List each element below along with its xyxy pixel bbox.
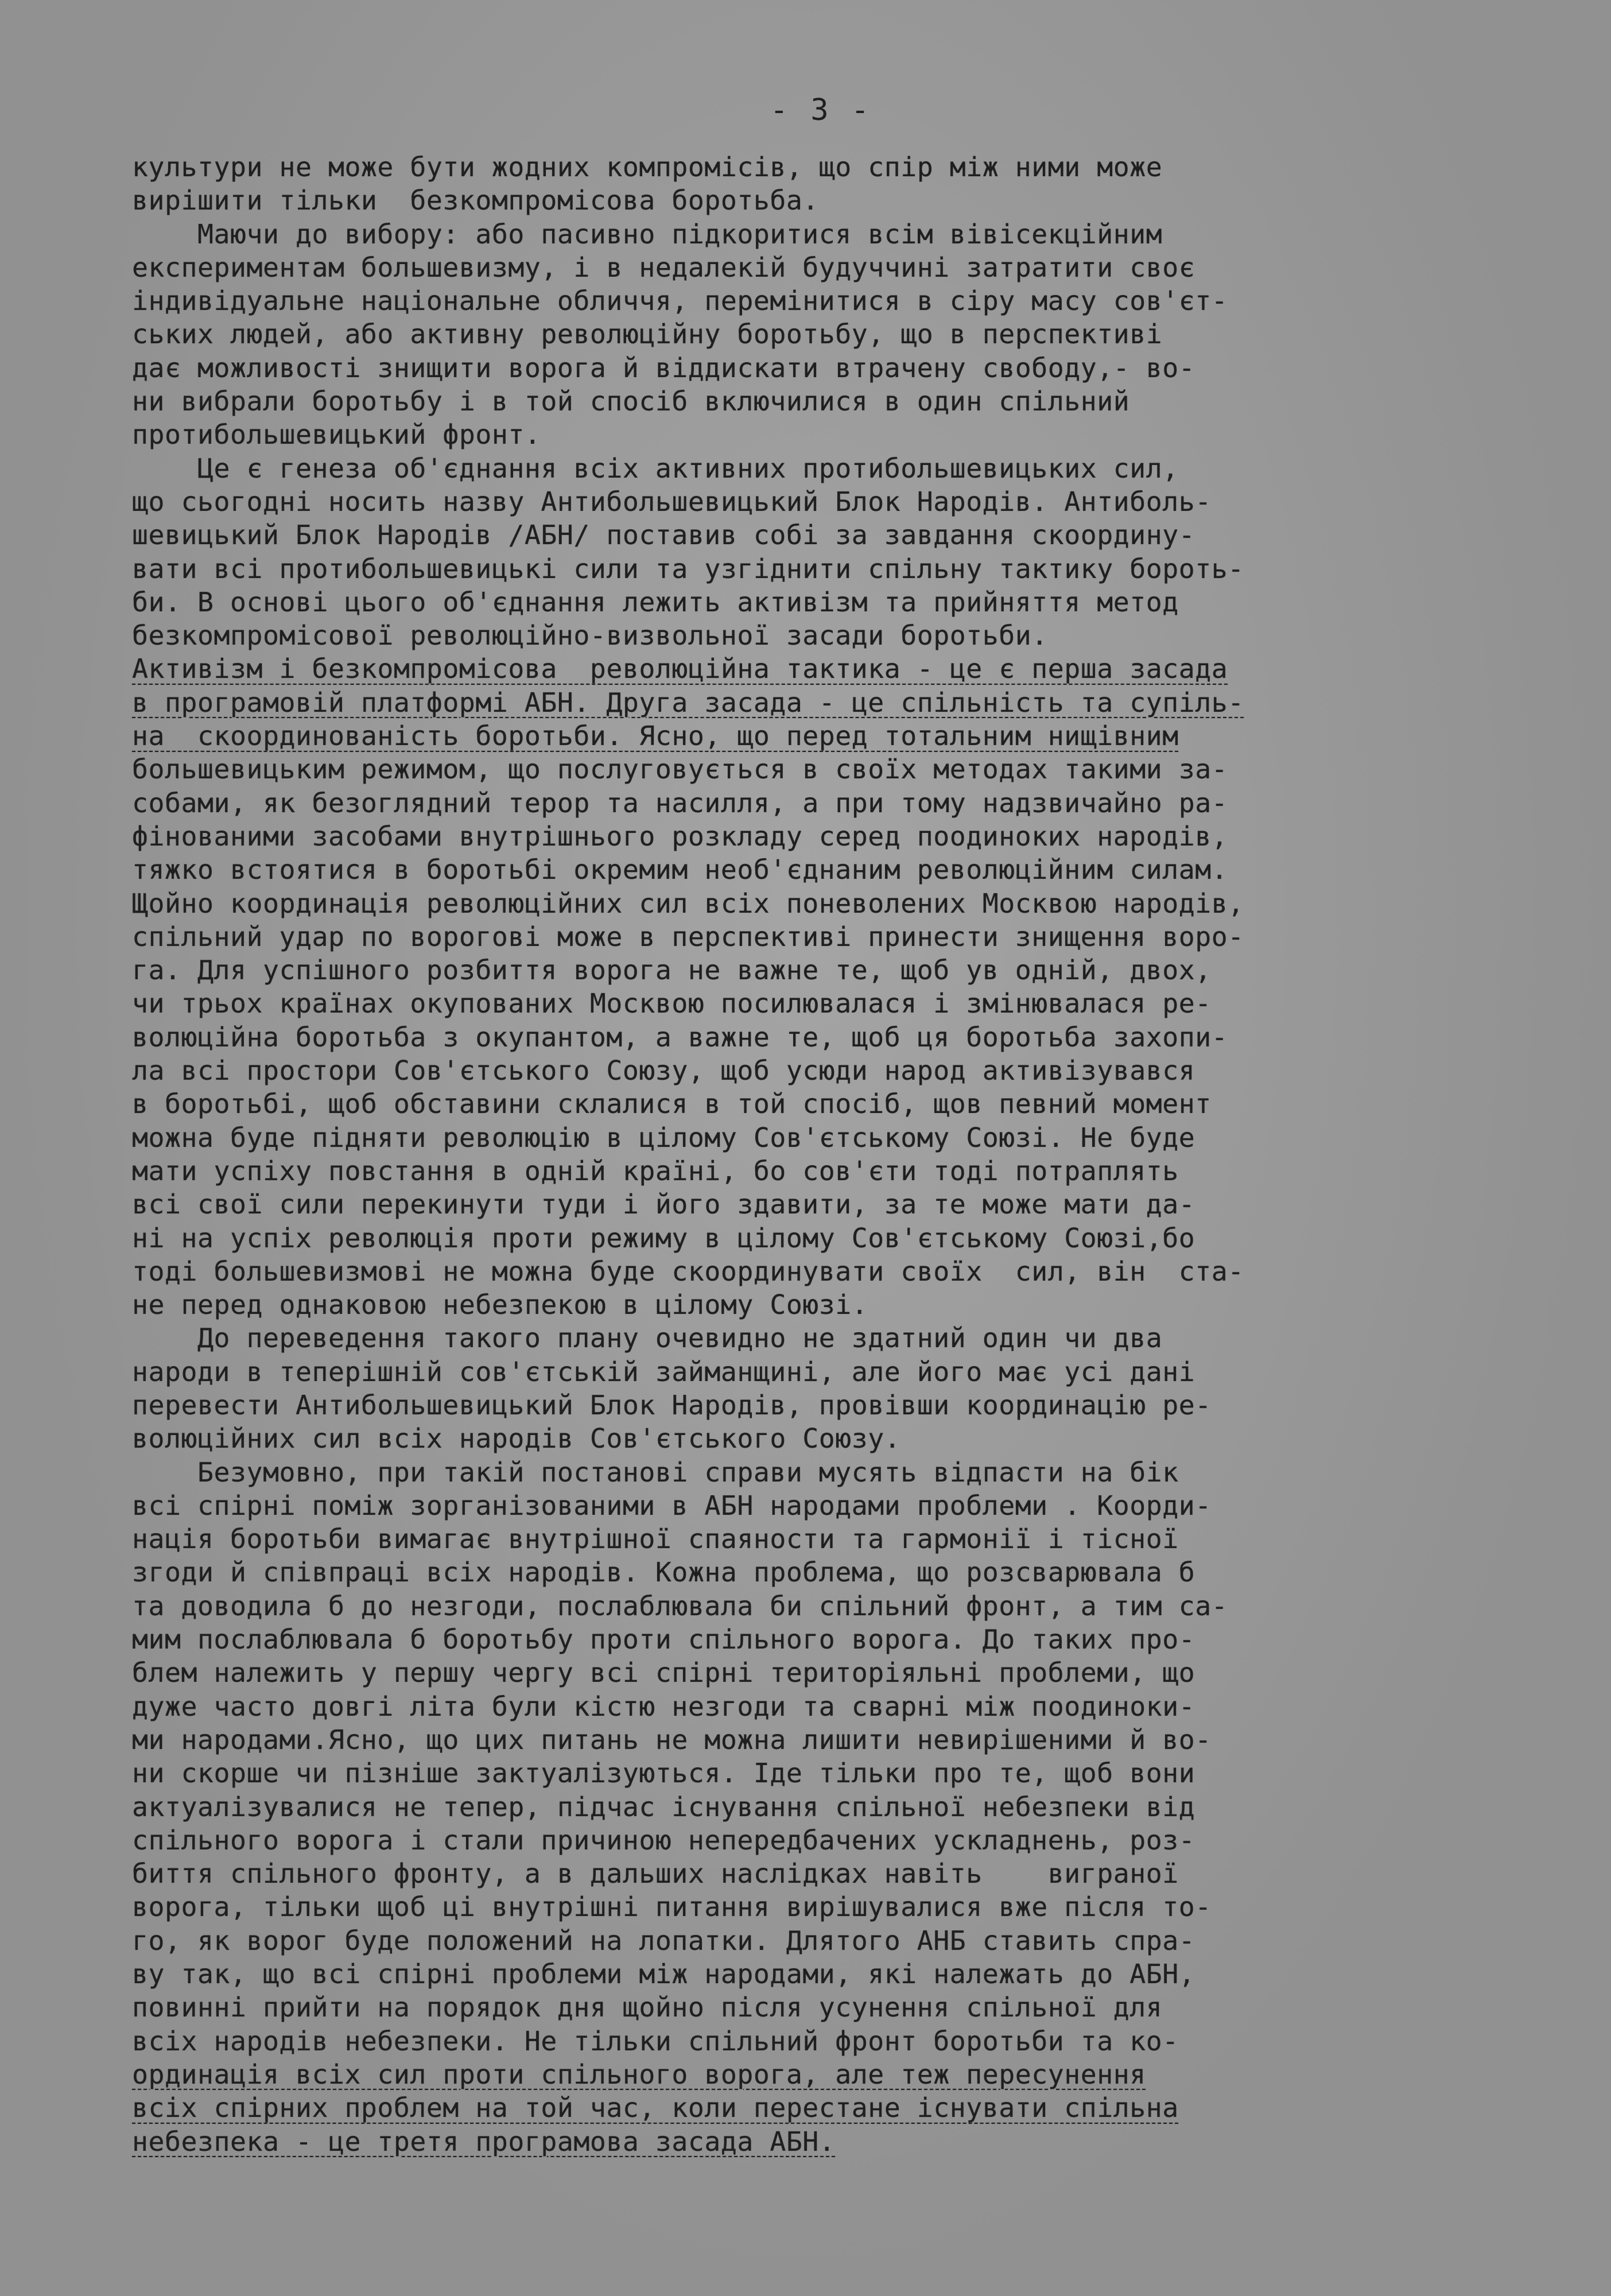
- text-line: вирішити тільки безкомпромісова боротьба.: [132, 185, 819, 216]
- text-line: Щойно координація революційних сил всіх поневолених Москвою народів,: [132, 887, 1244, 919]
- text-line: фінованими засобами внутрішнього розкладу серед поодиноких народів,: [132, 820, 1228, 852]
- text-line: мим послаблювала б боротьбу проти спільного ворога. До таких про-: [132, 1624, 1195, 1655]
- text-line: вати всі протибольшевицькі сили та узгіднити спільну тактику бороть-: [132, 553, 1244, 584]
- text-line: актуалізувалися не тепер, підчас існування спільної небезпеки від: [132, 1791, 1195, 1822]
- text-line: в боротьбі, щоб обставини склалися в той спосіб, щов певний момент: [132, 1088, 1212, 1120]
- text-line: ни скорше чи пізніше зактуалізуються. Іде тільки про те, щоб вони: [132, 1758, 1195, 1789]
- text-line: ми народами.Ясно, що цих питань не можна лишити невирішеними й во-: [132, 1724, 1212, 1755]
- text-line: дуже часто довгі літа були кістю незгоди та сварні між поодиноки-: [132, 1690, 1195, 1722]
- text-line: що сьогодні носить назву Антибольшевицький Блок Народів. Антиболь-: [132, 486, 1212, 517]
- text-line: спільний удар по ворогові може в перспективі принести знищення воро-: [132, 921, 1244, 952]
- text-line: мати успіху повстання в одній країні, бо сов'єти тоді потраплять: [132, 1155, 1179, 1186]
- text-line: волюційних сил всіх народів Сов'єтського Союзу.: [132, 1423, 901, 1455]
- text-line: нація боротьби вимагає внутрішної спаяности та гармонії і тісної: [132, 1523, 1179, 1555]
- text-line: большевицьким режимом, що послуговується в своїх методах такими за-: [132, 754, 1228, 785]
- underlined-text-line: Активізм і безкомпромісова революційна тактика - це є перша засада: [132, 653, 1228, 685]
- underlined-text-line: всіх спірних проблем на той час, коли перестане існувати спільна: [132, 2092, 1179, 2124]
- text-line: блем належить у першу чергу всі спірні територіяльні проблеми, що: [132, 1657, 1195, 1689]
- text-line: культури не може бути жодних компромісів, що спір між ними може: [132, 152, 1163, 183]
- text-line: та доводила б до незгоди, послаблювала би спільний фронт, а тим са-: [132, 1590, 1228, 1622]
- text-line: можна буде підняти революцію в цілому Сов'єтському Союзі. Не буде: [132, 1122, 1195, 1153]
- text-line: До переведення такого плану очевидно не здатний один чи два: [132, 1322, 1163, 1354]
- text-line: експериментам большевизму, і в недалекій будуччині затратити своє: [132, 251, 1195, 283]
- text-line: ських людей, або активну революційну боротьбу, що в перспективі: [132, 319, 1163, 350]
- underlined-text-line: небезпека - це третя програмова засада АБН.: [132, 2126, 836, 2157]
- text-line: дає можливості знищити ворога й віддискати втрачену свободу,- во-: [132, 352, 1195, 383]
- text-line: Це є генеза об'єднання всіх активних протибольшевицьких сил,: [132, 452, 1179, 484]
- text-line: чи трьох країнах окупованих Москвою посилювалася і змінювалася ре-: [132, 988, 1212, 1019]
- page-number: - 3 -: [770, 93, 872, 127]
- text-line: тяжко встоятися в боротьбі окремим необ'єднаним революційним силам.: [132, 854, 1228, 886]
- text-line: биття спільного фронту, а в дальших наслідках навіть виграної: [132, 1858, 1179, 1890]
- text-line: собами, як безоглядний терор та насилля, а при тому надзвичайно ра-: [132, 787, 1228, 819]
- text-line: ву так, що всі спірні проблеми між народами, які належать до АБН,: [132, 1958, 1195, 1990]
- text-line: ни вибрали боротьбу і в той спосіб включилися в один спільний: [132, 386, 1130, 417]
- text-line: Безумовно, при такій постанові справи мусять відпасти на бік: [132, 1456, 1179, 1488]
- text-line: га. Для успішного розбиття ворога не важне те, щоб ув одній, двох,: [132, 955, 1212, 986]
- underlined-text-line: на скоординованість боротьби. Ясно, що перед тотальним нищівним: [132, 720, 1179, 752]
- underlined-text-line: в програмовій платформі АБН. Друга засада - це спільність та супіль-: [132, 687, 1244, 718]
- underlined-text-line: ординація всіх сил проти спільного ворога, але теж пересунення: [132, 2058, 1146, 2090]
- document-body: [132, 150, 1498, 2158]
- text-line: народи в теперішній сов'єтській займанщині, але його має усі дані: [132, 1356, 1195, 1387]
- text-line: всі спірні поміж зорганізованими в АБН народами проблеми . Коорди-: [132, 1490, 1212, 1521]
- text-line: безкомпромісової революційно-визвольної засади боротьби.: [132, 620, 1048, 651]
- text-line: протибольшевицький фронт.: [132, 419, 541, 451]
- text-line: тоді большевизмові не можна буде скоординувати своїх сил, він ста-: [132, 1255, 1244, 1287]
- text-line: ворога, тільки щоб ці внутрішні питання вирішувалися вже після то-: [132, 1891, 1212, 1923]
- text-line: би. В основі цього об'єднання лежить активізм та прийняття метод: [132, 586, 1179, 618]
- text-line: індивідуальне національне обличчя, перемінитися в сіру масу сов'єт-: [132, 285, 1228, 317]
- text-line: згоди й співпраці всіх народів. Кожна проблема, що розсварювала б: [132, 1557, 1195, 1588]
- text-line: всіх народів небезпеки. Не тільки спільний фронт боротьби та ко-: [132, 2025, 1179, 2057]
- text-line: ні на успіх революція проти режиму в цілому Сов'єтському Союзі,бо: [132, 1222, 1195, 1254]
- text-line: повинні прийти на порядок дня щойно після усунення спільної для: [132, 1992, 1163, 2023]
- text-line: Маючи до вибору: або пасивно підкоритися всім вівісекційним: [132, 218, 1163, 250]
- text-line: ла всі простори Сов'єтського Союзу, щоб усюди народ активізувався: [132, 1055, 1195, 1087]
- text-line: перевести Антибольшевицький Блок Народів, провівши координацію ре-: [132, 1389, 1212, 1421]
- text-line: шевицький Блок Народів /АБН/ поставив собі за завдання скоордину-: [132, 519, 1195, 551]
- text-line: го, як ворог буде положений на лопатки. Длятого АНБ ставить спра-: [132, 1925, 1195, 1956]
- text-line: не перед однаковою небезпекою в цілому Союзі.: [132, 1289, 868, 1321]
- text-line: волюційна боротьба з окупантом, а важне те, щоб ця боротьба захопи-: [132, 1021, 1228, 1053]
- text-line: спільного ворога і стали причиною непередбачених ускладнень, роз-: [132, 1824, 1195, 1856]
- text-line: всі свої сили перекинути туди і його здавити, за те може мати да-: [132, 1189, 1195, 1220]
